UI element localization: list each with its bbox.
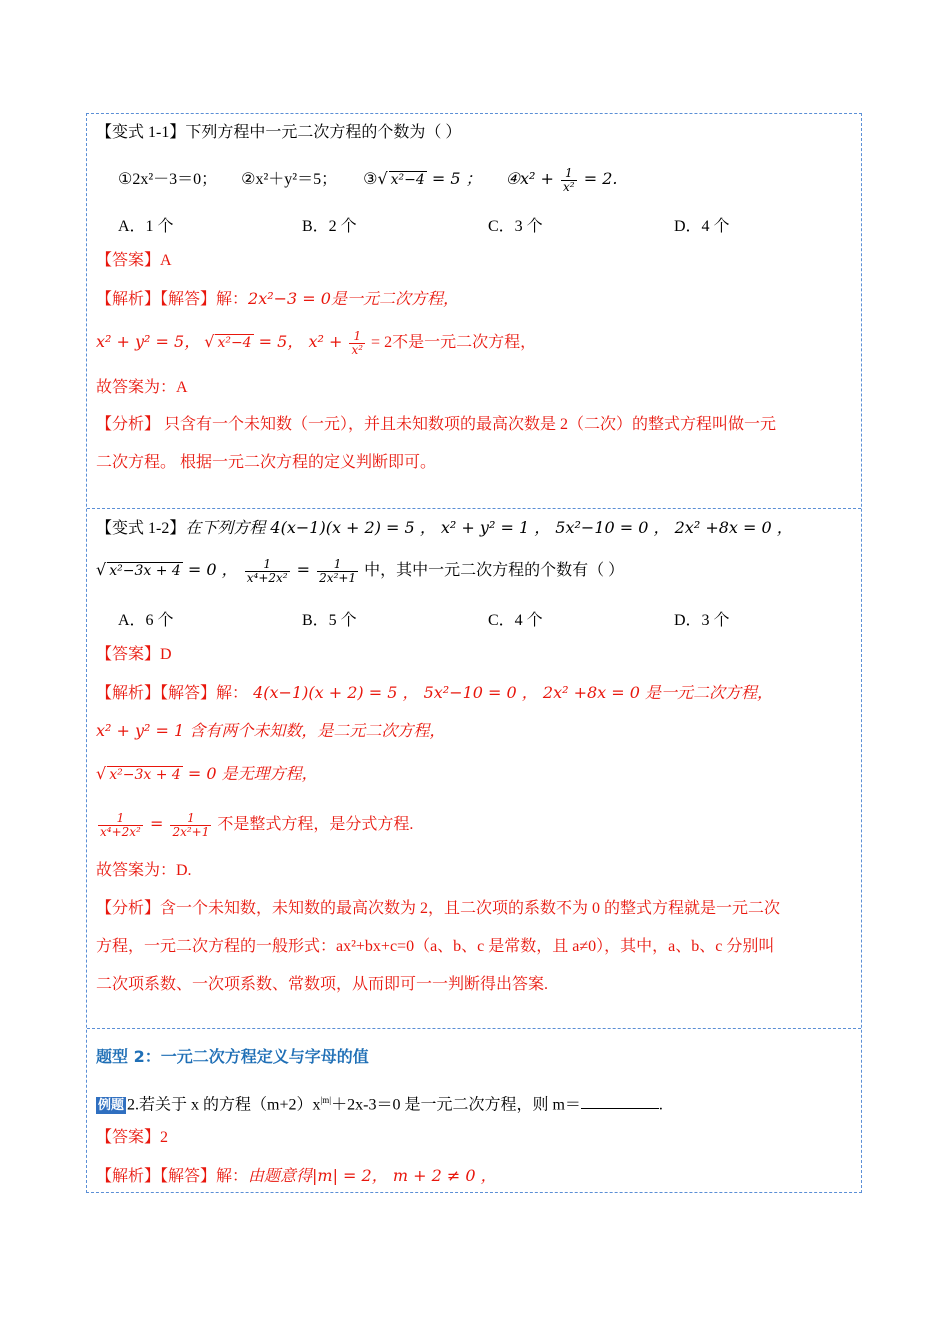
v11-solution-fraction: $\frac{1}{\text{x²}}$ (351, 329, 364, 357)
v11-option-a: A．1 个 (118, 218, 174, 235)
v11-answer-value: A (160, 252, 172, 269)
v11-stem-text: 下列方程中一元二次方程的个数为（ ） (185, 124, 462, 141)
t2-stem: 例题 2.若关于 x 的方程$(m+2)x^{|m|}+2x-3=0$ 是一元二次方程，则 m＝ . (98, 1095, 663, 1114)
answer-blank (581, 1094, 659, 1109)
separator-1 (87, 508, 861, 509)
v12-solution-3: √ x²−3x + 4 = 0 是无理方程， (96, 764, 318, 783)
v12-fenxi-2: 方程，一元二次方程的一般形式：ax²+bx+c=0（a、b、c 是常数，且 a≠0），其中，a、b、c 分别叫 (96, 938, 775, 955)
v11-fenxi-1: 【分析】 只含有一个未知数（一元），并且未知数项的最高次数是 2（二次）的整式方程叫做一元 (96, 416, 777, 433)
v12-tag: 【变式 1-2】 (96, 520, 186, 537)
v11-item-4-fraction: $\frac{1}{\text{x²}}$ (563, 166, 575, 194)
v12-solution-1: 【解析】【解答】解： 4(x−1)(x + 2) = 5 ， 5x²−10 = 0 ， 2x² +8x = 0 是一元二次方程， (96, 683, 774, 702)
v12-conclusion: 故答案为：D. (96, 862, 192, 879)
v11-conclusion: 故答案为：A (96, 379, 188, 396)
v11-option-c: C．3 个 (488, 218, 543, 235)
v12-option-b: B．5 个 (302, 612, 357, 629)
v12-option-d: D．3 个 (674, 612, 730, 629)
t2-answer: 【答案】2 (96, 1129, 169, 1146)
v11-item-4: ④x² + $\frac{1}{\text{x²}}$ = 2. (505, 166, 618, 194)
v12-option-c: C．4 个 (488, 612, 543, 629)
question-frame (86, 113, 862, 1193)
v11-option-b: B．2 个 (302, 218, 357, 235)
v11-item-3: ③√ x²−4 = 5 ； (363, 169, 482, 189)
example-badge: 例题 (98, 1098, 125, 1114)
v11-item-2: ②x²＋y²＝5； (241, 171, 338, 189)
v12-answer: 【答案】D (96, 646, 172, 663)
v11-option-d: D．4 个 (674, 218, 730, 235)
t2-answer-value: 2 (160, 1129, 169, 1146)
v11-item-3-radicand: x²−4 (390, 172, 425, 189)
v12-stem-2: √ x²−3x + 4 = 0 ， $\frac{1}{\text{x⁴+2x²}}$ = $\frac{1}{\text{2x²+1}}$ 中，其中一元二次方程的个数有（ ） (96, 557, 625, 585)
section-heading: 题型 2：一元二次方程定义与字母的值 (96, 1047, 369, 1066)
v11-solution-2: x² + y² = 5， √ x²−4 = 5， x² + $\frac{1}{\text{x²}}$ = 2不是一元二次方程， (96, 329, 537, 357)
v11-answer: 【答案】A (96, 252, 172, 269)
v12-solution-2: x² + y² = 1 含有两个未知数，是二元二次方程， (96, 721, 446, 740)
v12-option-a: A．6 个 (118, 612, 174, 629)
v12-fenxi-3: 二次项系数、一次项系数、常数项，从而即可一一判断得出答案. (96, 976, 549, 993)
v11-stem (96, 122, 461, 144)
v12-solution-4: $\frac{1}{\text{x⁴+2x²}}$ = $\frac{1}{\text{2x²+1}}$ 不是整式方程，是分式方程. (100, 811, 414, 839)
v12-fenxi-1: 【分析】含一个未知数，未知数的最高次数为 2，且二次项的系数不为 0 的整式方程就是一元二次 (96, 900, 781, 917)
v11-solution-1: 【解析】【解答】解：2x²−3 = 0是一元二次方程， (96, 289, 459, 308)
v11-fenxi-2: 二次方程。 根据一元二次方程的定义判断即可。 (96, 454, 437, 471)
v11-tag: 【变式 1-1】 (96, 124, 186, 141)
v11-items (118, 167, 617, 194)
v12-answer-value: D (160, 646, 172, 663)
separator-2 (87, 1028, 861, 1029)
t2-solution-1: 【解析】【解答】解：由题意得|m| = 2， m + 2 ≠ 0 ， (96, 1166, 497, 1185)
v12-stem-1: 【变式 1-2】在下列方程 4(x−1)(x + 2) = 5 ， x² + y² = 1 ， 5x²−10 = 0 ， 2x² +8x = 0 ， (96, 518, 793, 537)
v11-item-1: ①2x²－3＝0； (118, 171, 218, 189)
